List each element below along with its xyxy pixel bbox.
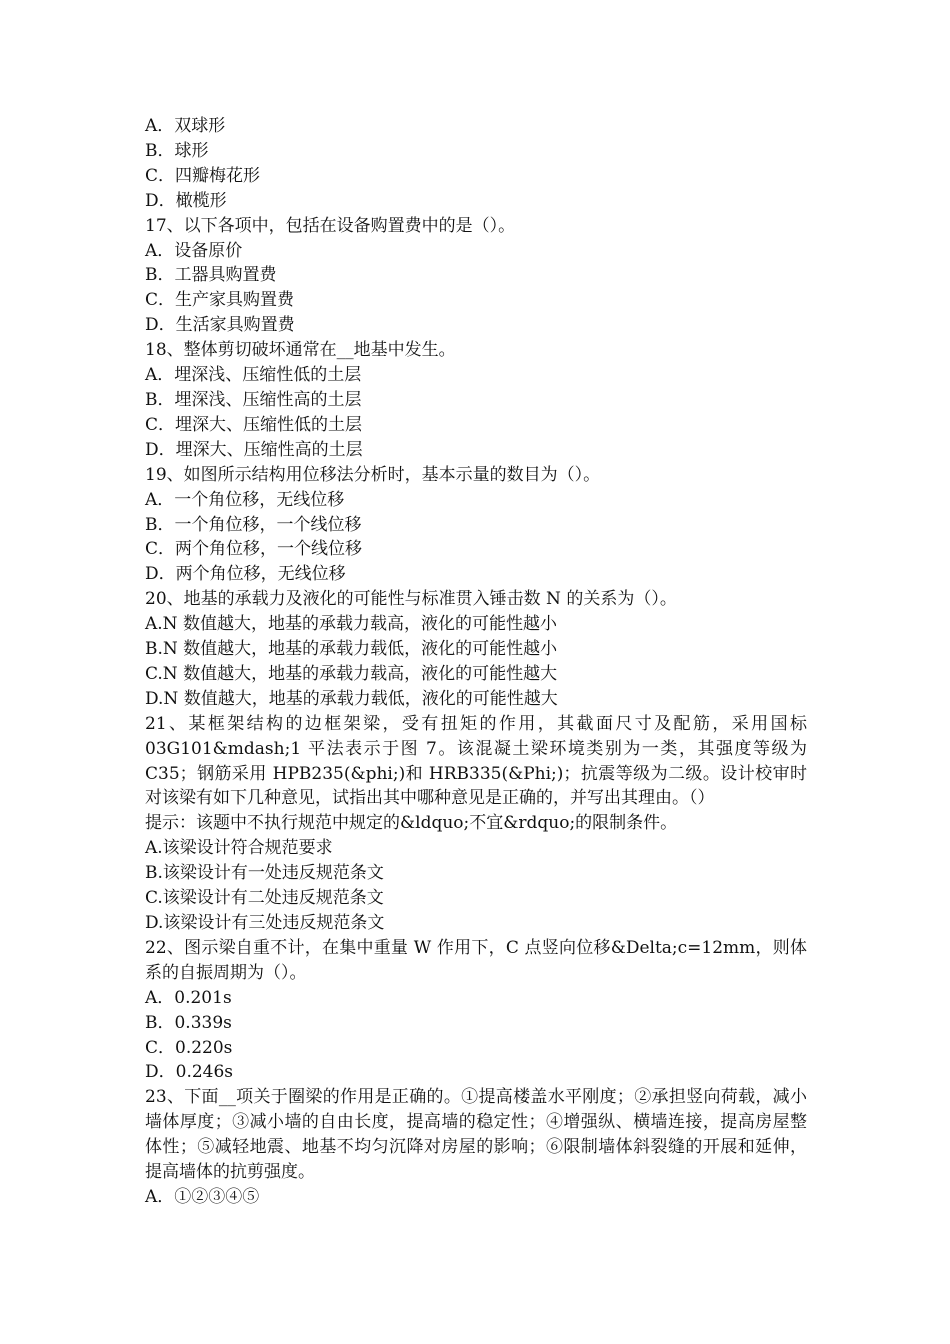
question-stem: 23、下面__项关于圈梁的作用是正确的。①提高楼盖水平刚度；②承担竖向荷载，减小墙体厚度；③减小墙的自由长度，提高墙的稳定性；④增强纵、横墙连接，提高房屋整体性；⑤减轻地震、地基不均匀沉降对房屋的影响；⑥限制墙体斜裂缝的开展和延伸，提高墙体的抗剪强度。 <box>145 1087 807 1183</box>
option-b: B．埋深浅、压缩性高的土层 <box>145 389 362 410</box>
question-17 <box>145 214 807 339</box>
option-d: D．橄榄形 <box>145 190 227 211</box>
option-a: A．一个角位移，无线位移 <box>145 489 345 510</box>
option-c: C.N 数值越大，地基的承载力载高，液化的可能性越大 <box>145 663 558 684</box>
question-20 <box>145 587 807 712</box>
option-d: D．0.246s <box>145 1062 234 1083</box>
question-16-options <box>145 114 807 214</box>
option-b: B.N 数值越大，地基的承载力载低，液化的可能性越小 <box>145 639 558 660</box>
option-b: B.该梁设计有一处违反规范条文 <box>145 863 384 884</box>
option-a: A.N 数值越大，地基的承载力载高，液化的可能性越小 <box>145 614 557 635</box>
option-d: D.N 数值越大，地基的承载力载低，液化的可能性越大 <box>145 688 558 709</box>
question-stem: 19、如图所示结构用位移法分析时，基本示量的数目为（）。 <box>145 464 601 485</box>
option-c: C．两个角位移，一个线位移 <box>145 539 363 560</box>
option-b: B．球形 <box>145 140 209 161</box>
question-22 <box>145 936 807 1085</box>
option-c: C．四瓣梅花形 <box>145 165 261 186</box>
option-a: A．埋深浅、压缩性低的土层 <box>145 365 362 386</box>
option-a: A．设备原价 <box>145 240 243 261</box>
question-23 <box>145 1085 807 1210</box>
option-b: B．0.339s <box>145 1012 232 1033</box>
option-a: A.该梁设计符合规范要求 <box>145 838 333 859</box>
option-a: A．双球形 <box>145 116 226 136</box>
question-stem: 22、图示梁自重不计，在集中重量 W 作用下，C 点竖向位移&Delta;c=12mm，则体系的自振周期为（）。 <box>145 937 807 983</box>
question-stem: 17、以下各项中，包括在设备购置费中的是（）。 <box>145 215 516 236</box>
option-c: C．埋深大、压缩性低的土层 <box>145 414 363 435</box>
question-18 <box>145 338 807 463</box>
question-21 <box>145 712 807 936</box>
option-d: D．生活家具购置费 <box>145 315 295 336</box>
question-stem: 20、地基的承载力及液化的可能性与标准贯入锤击数 N 的关系为（）。 <box>145 589 677 610</box>
option-b: B．工器具购置费 <box>145 265 277 286</box>
option-c: C.该梁设计有二处违反规范条文 <box>145 888 384 909</box>
option-b: B．一个角位移，一个线位移 <box>145 514 362 535</box>
question-hint: 提示：该题中不执行规范中规定的&ldquo;不宜&rdquo;的限制条件。 <box>145 813 678 834</box>
question-stem: 18、整体剪切破坏通常在__地基中发生。 <box>145 340 456 361</box>
option-a: A．①②③④⑤ <box>145 1186 260 1207</box>
option-c: C．0.220s <box>145 1037 233 1058</box>
option-d: D．埋深大、压缩性高的土层 <box>145 439 363 460</box>
option-d: D．两个角位移，无线位移 <box>145 564 346 585</box>
option-c: C．生产家具购置费 <box>145 290 295 311</box>
question-stem: 21、某框架结构的边框架梁，受有扭矩的作用，其截面尺寸及配筋，采用国标 03G101&mdash;1 平法表示于图 7。该混凝土梁环境类别为一类，其强度等级为 C35；钢筋采用 HPB235(&phi;)和 HRB335(&Phi;)；抗震等级为二级。设计校审时对该梁有如下几种意见，试指出其中哪种意见是正确的，并写出其理由。（） <box>145 713 807 809</box>
option-d: D.该梁设计有三处违反规范条文 <box>145 913 385 933</box>
option-a: A．0.201s <box>145 987 232 1008</box>
question-list <box>145 114 807 1210</box>
question-19 <box>145 463 807 588</box>
